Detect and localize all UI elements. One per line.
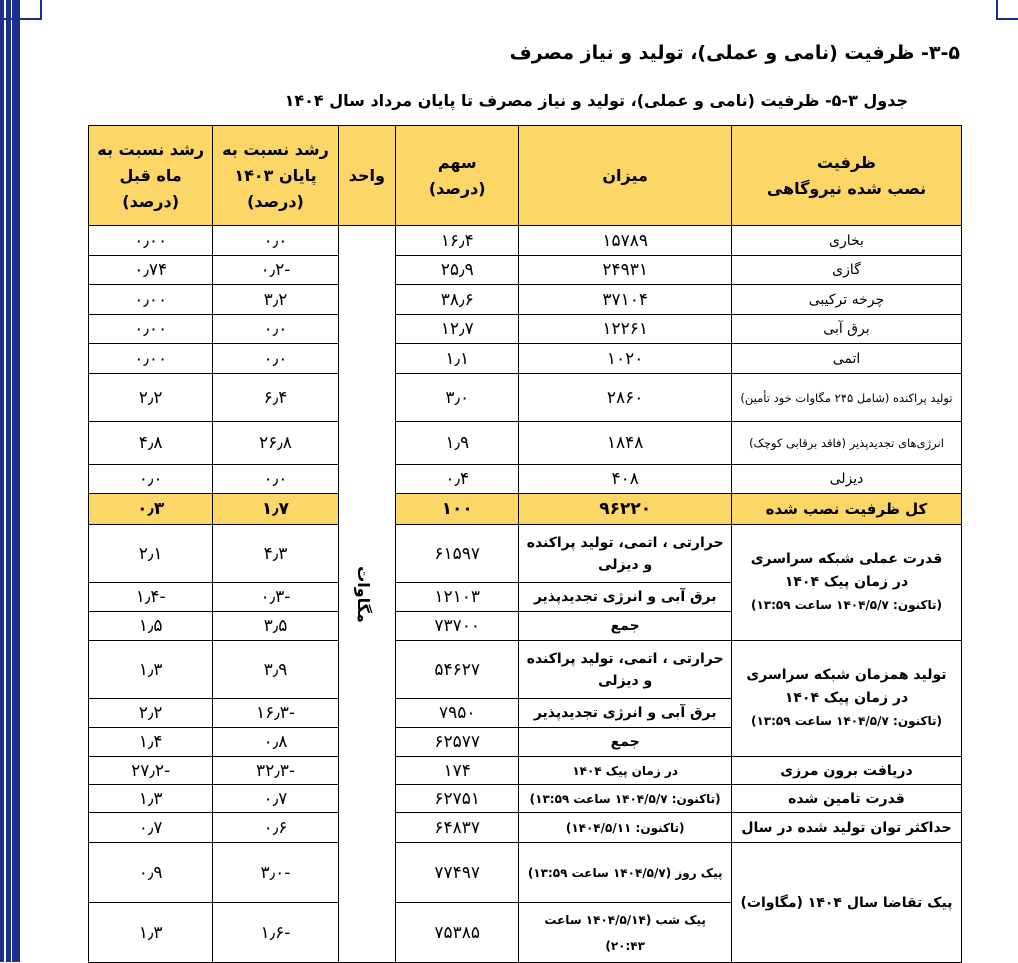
section-title: ۳-۵- ظرفیت (نامی و عملی)، تولید و نیاز مصرف bbox=[509, 42, 960, 64]
sub-label: برق آبی و انرژی تجدیدپذیر bbox=[519, 583, 732, 612]
row-note: (تاکنون: ۱۴۰۴/۵/۷ ساعت ۱۳:۵۹) bbox=[519, 785, 732, 813]
row-share: ۱٫۹ bbox=[396, 422, 519, 465]
table-row bbox=[89, 422, 962, 465]
row-label: برق آبی bbox=[731, 315, 961, 344]
border-line bbox=[4, 0, 6, 962]
row-amount: ۱۸۴۸ bbox=[519, 422, 732, 465]
row-label: اتمی bbox=[731, 344, 961, 374]
sub-label: برق آبی و انرژی تجدیدپذیر bbox=[519, 699, 732, 728]
table-row bbox=[89, 315, 962, 344]
row-label: دیزلی bbox=[731, 465, 961, 494]
row-growth-month: ۰٫۰ bbox=[89, 465, 213, 494]
row-share: ۶۴۸۳۷ bbox=[396, 813, 519, 843]
row-growth-end: ۳٫۹ bbox=[213, 641, 338, 699]
row-label: قدرت تامین شده bbox=[731, 785, 961, 813]
row-growth-end: -۱٫۶ bbox=[213, 903, 338, 963]
row-growth-month: ۰٫۰۰ bbox=[89, 285, 213, 315]
row-share: ۰٫۴ bbox=[396, 465, 519, 494]
row-label: گازی bbox=[731, 256, 961, 285]
row-share: ۱۲۱۰۳ bbox=[396, 583, 519, 612]
row-share: ۱۷۴ bbox=[396, 757, 519, 785]
row-growth-end: ۰٫۶ bbox=[213, 813, 338, 843]
unit-cell bbox=[338, 226, 396, 963]
peak-day-label: پیک روز (۱۴۰۴/۵/۷ ساعت ۱۳:۵۹) bbox=[519, 843, 732, 903]
row-growth-end: -۳٫۰ bbox=[213, 843, 338, 903]
table-row bbox=[89, 256, 962, 285]
row-amount: ۱۰۲۰ bbox=[519, 344, 732, 374]
row-label: دریافت برون مرزی bbox=[731, 757, 961, 785]
row-share: ۷۹۵۰ bbox=[396, 699, 519, 728]
row-share: ۳٫۰ bbox=[396, 374, 519, 422]
simultaneous-generation-group: تولید همزمان شبکه سراسری در زمان پیک ۱۴۰۴ (تاکنون: ۱۴۰۴/۵/۷ ساعت ۱۳:۵۹) bbox=[731, 641, 961, 757]
header-growth-month: رشد نسبت به ماه قبل (درصد) bbox=[89, 126, 213, 226]
row-growth-month: ۴٫۸ bbox=[89, 422, 213, 465]
row-growth-end: ۰٫۰ bbox=[213, 344, 338, 374]
sub-label: حرارتی ، اتمی، تولید پراکنده و دیزلی bbox=[519, 525, 732, 583]
peak-demand-label: پیک تقاضا سال ۱۴۰۴ (مگاوات) bbox=[731, 843, 961, 963]
row-amount: ۱۵۷۸۹ bbox=[519, 226, 732, 256]
peak-night-label: پیک شب (۱۴۰۴/۵/۱۴ ساعت ۲۰:۴۳) bbox=[519, 903, 732, 963]
row-share: ۳۸٫۶ bbox=[396, 285, 519, 315]
row-growth-end: ۰٫۰ bbox=[213, 465, 338, 494]
total-label: کل ظرفیت نصب شده bbox=[731, 494, 961, 525]
header-amount: میزان bbox=[519, 126, 732, 226]
row-growth-month: -۲۷٫۲ bbox=[89, 757, 213, 785]
total-share: ۱۰۰ bbox=[396, 494, 519, 525]
row-growth-month: ۰٫۹ bbox=[89, 843, 213, 903]
row-growth-month: ۲٫۱ bbox=[89, 525, 213, 583]
table-row bbox=[89, 785, 962, 813]
sub-label: جمع bbox=[519, 612, 732, 641]
row-growth-month: ۱٫۳ bbox=[89, 785, 213, 813]
row-share: ۷۵۳۸۵ bbox=[396, 903, 519, 963]
table-header-row bbox=[89, 126, 962, 226]
row-growth-month: ۰٫۷ bbox=[89, 813, 213, 843]
row-growth-end: ۶٫۴ bbox=[213, 374, 338, 422]
row-share: ۱۲٫۷ bbox=[396, 315, 519, 344]
table-row bbox=[89, 757, 962, 785]
header-unit: واحد bbox=[338, 126, 396, 226]
corner-ornament-left bbox=[0, 0, 42, 20]
header-share: سهم (درصد) bbox=[396, 126, 519, 226]
row-share: ۶۲۷۵۱ bbox=[396, 785, 519, 813]
row-growth-month: ۲٫۲ bbox=[89, 699, 213, 728]
sub-label: حرارتی ، اتمی، تولید پراکنده و دیزلی bbox=[519, 641, 732, 699]
sub-label: جمع bbox=[519, 728, 732, 757]
row-growth-end: ۰٫۰ bbox=[213, 226, 338, 256]
row-share: ۲۵٫۹ bbox=[396, 256, 519, 285]
row-growth-end: -۳۲٫۳ bbox=[213, 757, 338, 785]
row-growth-end: ۳٫۲ bbox=[213, 285, 338, 315]
row-growth-end: -۰٫۳ bbox=[213, 583, 338, 612]
row-growth-end: -۰٫۲ bbox=[213, 256, 338, 285]
row-growth-end: ۰٫۷ bbox=[213, 785, 338, 813]
table-row bbox=[89, 226, 962, 256]
row-label: تولید پراکنده (شامل ۲۴۵ مگاوات خود تأمین) bbox=[731, 374, 961, 422]
row-note: (تاکنون: ۱۴۰۴/۵/۱۱) bbox=[519, 813, 732, 843]
row-growth-end: ۰٫۸ bbox=[213, 728, 338, 757]
row-label: چرخه ترکیبی bbox=[731, 285, 961, 315]
table-row bbox=[89, 285, 962, 315]
row-share: ۱٫۱ bbox=[396, 344, 519, 374]
row-label: بخاری bbox=[731, 226, 961, 256]
table-row bbox=[89, 465, 962, 494]
row-growth-month: ۲٫۲ bbox=[89, 374, 213, 422]
total-growth-end: ۱٫۷ bbox=[213, 494, 338, 525]
row-growth-month: ۰٫۷۴ bbox=[89, 256, 213, 285]
row-growth-month: ۰٫۰۰ bbox=[89, 344, 213, 374]
row-growth-month: ۱٫۴ bbox=[89, 728, 213, 757]
row-growth-month: ۱٫۳ bbox=[89, 641, 213, 699]
row-growth-end: -۱۶٫۳ bbox=[213, 699, 338, 728]
row-amount: ۳۷۱۰۴ bbox=[519, 285, 732, 315]
border-line bbox=[11, 0, 12, 962]
row-note: در زمان پیک ۱۴۰۴ bbox=[519, 757, 732, 785]
table-row bbox=[89, 525, 962, 583]
page-border-left bbox=[0, 0, 20, 962]
row-share: ۵۴۶۲۷ bbox=[396, 641, 519, 699]
row-amount: ۴۰۸ bbox=[519, 465, 732, 494]
row-growth-month: ۰٫۰۰ bbox=[89, 315, 213, 344]
row-growth-month: ۰٫۰۰ bbox=[89, 226, 213, 256]
unit-label: مگاوات bbox=[354, 565, 374, 623]
total-growth-month: ۰٫۳ bbox=[89, 494, 213, 525]
corner-ornament-right bbox=[996, 0, 1018, 20]
row-share: ۶۱۵۹۷ bbox=[396, 525, 519, 583]
table-row bbox=[89, 813, 962, 843]
total-row bbox=[89, 494, 962, 525]
row-growth-end: ۲۶٫۸ bbox=[213, 422, 338, 465]
row-label: حداکثر توان تولید شده در سال bbox=[731, 813, 961, 843]
row-share: ۱۶٫۴ bbox=[396, 226, 519, 256]
row-growth-end: ۰٫۰ bbox=[213, 315, 338, 344]
row-share: ۷۳۷۰۰ bbox=[396, 612, 519, 641]
header-growth-end: رشد نسبت به پایان ۱۴۰۳ (درصد) bbox=[213, 126, 338, 226]
table-row bbox=[89, 344, 962, 374]
header-capacity: ظرفیت نصب شده نیروگاهی bbox=[731, 126, 961, 226]
row-growth-end: ۴٫۳ bbox=[213, 525, 338, 583]
row-amount: ۲۸۶۰ bbox=[519, 374, 732, 422]
total-amount: ۹۶۲۲۰ bbox=[519, 494, 732, 525]
table-row bbox=[89, 843, 962, 903]
table-caption: جدول ۳-۵- ظرفیت (نامی و عملی)، تولید و نیاز مصرف تا پایان مرداد سال ۱۴۰۴ bbox=[284, 91, 908, 110]
row-share: ۷۷۴۹۷ bbox=[396, 843, 519, 903]
row-growth-month: ۱٫۵ bbox=[89, 612, 213, 641]
row-growth-month: ۱٫۳ bbox=[89, 903, 213, 963]
table-row bbox=[89, 641, 962, 699]
table-row bbox=[89, 374, 962, 422]
row-growth-month: -۱٫۴ bbox=[89, 583, 213, 612]
capacity-table bbox=[88, 125, 962, 963]
row-growth-end: ۳٫۵ bbox=[213, 612, 338, 641]
row-share: ۶۲۵۷۷ bbox=[396, 728, 519, 757]
row-label: انرژی‌های تجدیدپذیر (فاقد برقابی کوچک) bbox=[731, 422, 961, 465]
row-amount: ۲۴۹۳۱ bbox=[519, 256, 732, 285]
row-amount: ۱۲۲۶۱ bbox=[519, 315, 732, 344]
practical-capacity-group: قدرت عملی شبکه سراسری در زمان پیک ۱۴۰۴ (تاکنون: ۱۴۰۴/۵/۷ ساعت ۱۳:۵۹) bbox=[731, 525, 961, 641]
